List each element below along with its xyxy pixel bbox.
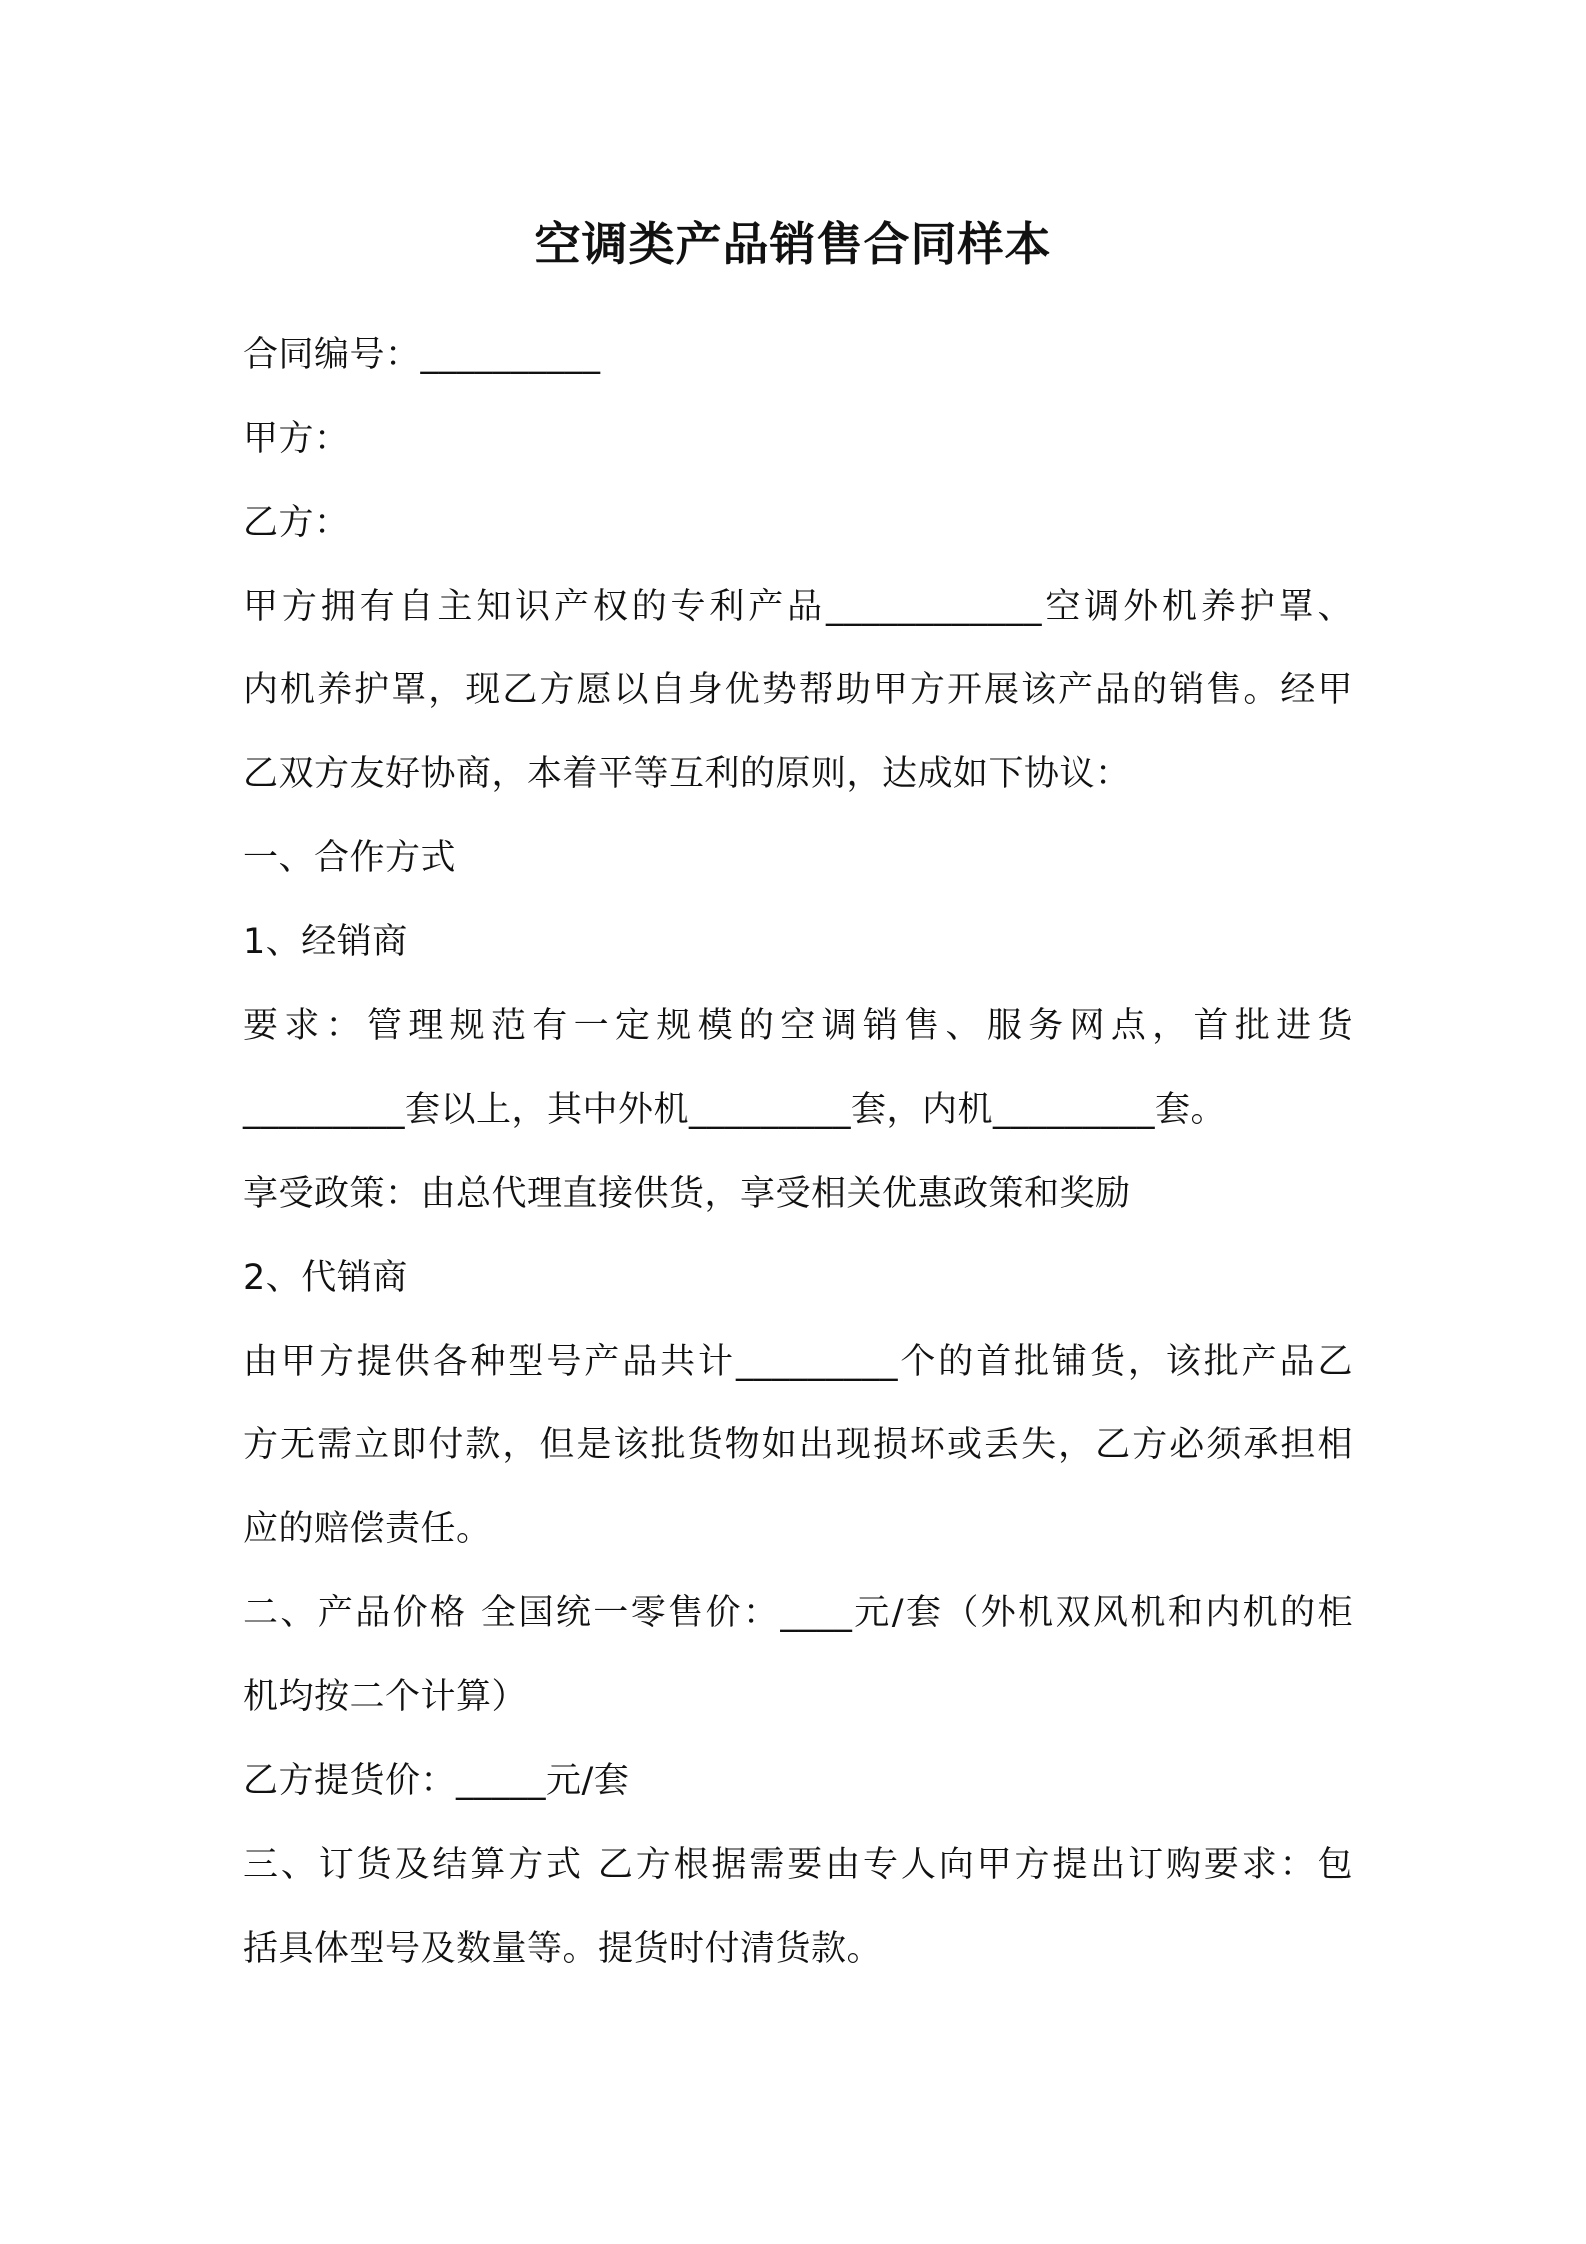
paragraph-line: _________套以上，其中外机_________套，内机_________套。	[243, 1090, 1227, 1130]
section-heading: 三、订货及结算方式 乙方根据需要由专人向甲方提出订购要求：包	[243, 1845, 1353, 1885]
paragraph-line: 内机养护罩，现乙方愿以自身优势帮助甲方开展该产品的销售。经甲	[243, 670, 1353, 710]
subsection-heading: 1、经销商	[243, 922, 408, 962]
contract-number-line: 合同编号：__________	[243, 335, 601, 375]
subsection-heading: 2、代销商	[243, 1258, 408, 1298]
paragraph-line: 方无需立即付款，但是该批货物如出现损坏或丢失，乙方必须承担相	[243, 1425, 1353, 1465]
paragraph-line: 享受政策：由总代理直接供货，享受相关优惠政策和奖励	[243, 1174, 1131, 1214]
paragraph-line: 由甲方提供各种型号产品共计_________个的首批铺货，该批产品乙	[243, 1342, 1353, 1382]
paragraph-line: 乙方提货价：_____元/套	[243, 1761, 630, 1801]
paragraph-line: 括具体型号及数量等。提货时付清货款。	[243, 1929, 883, 1969]
document-title: 空调类产品销售合同样本	[534, 217, 1052, 271]
section-heading: 二、产品价格 全国统一零售价：____元/套（外机双风机和内机的柜	[243, 1593, 1353, 1633]
paragraph-line: 机均按二个计算）	[243, 1677, 528, 1717]
party-b-line: 乙方：	[243, 503, 350, 543]
paragraph-line: 甲方拥有自主知识产权的专利产品____________空调外机养护罩、	[243, 587, 1353, 627]
paragraph-line: 要求：管理规范有一定规模的空调销售、服务网点，首批进货	[243, 1006, 1353, 1046]
paragraph-line: 乙双方友好协商，本着平等互利的原则，达成如下协议：	[243, 754, 1131, 794]
party-a-line: 甲方：	[243, 419, 350, 459]
section-heading: 一、合作方式	[243, 838, 457, 878]
paragraph-line: 应的赔偿责任。	[243, 1509, 492, 1549]
